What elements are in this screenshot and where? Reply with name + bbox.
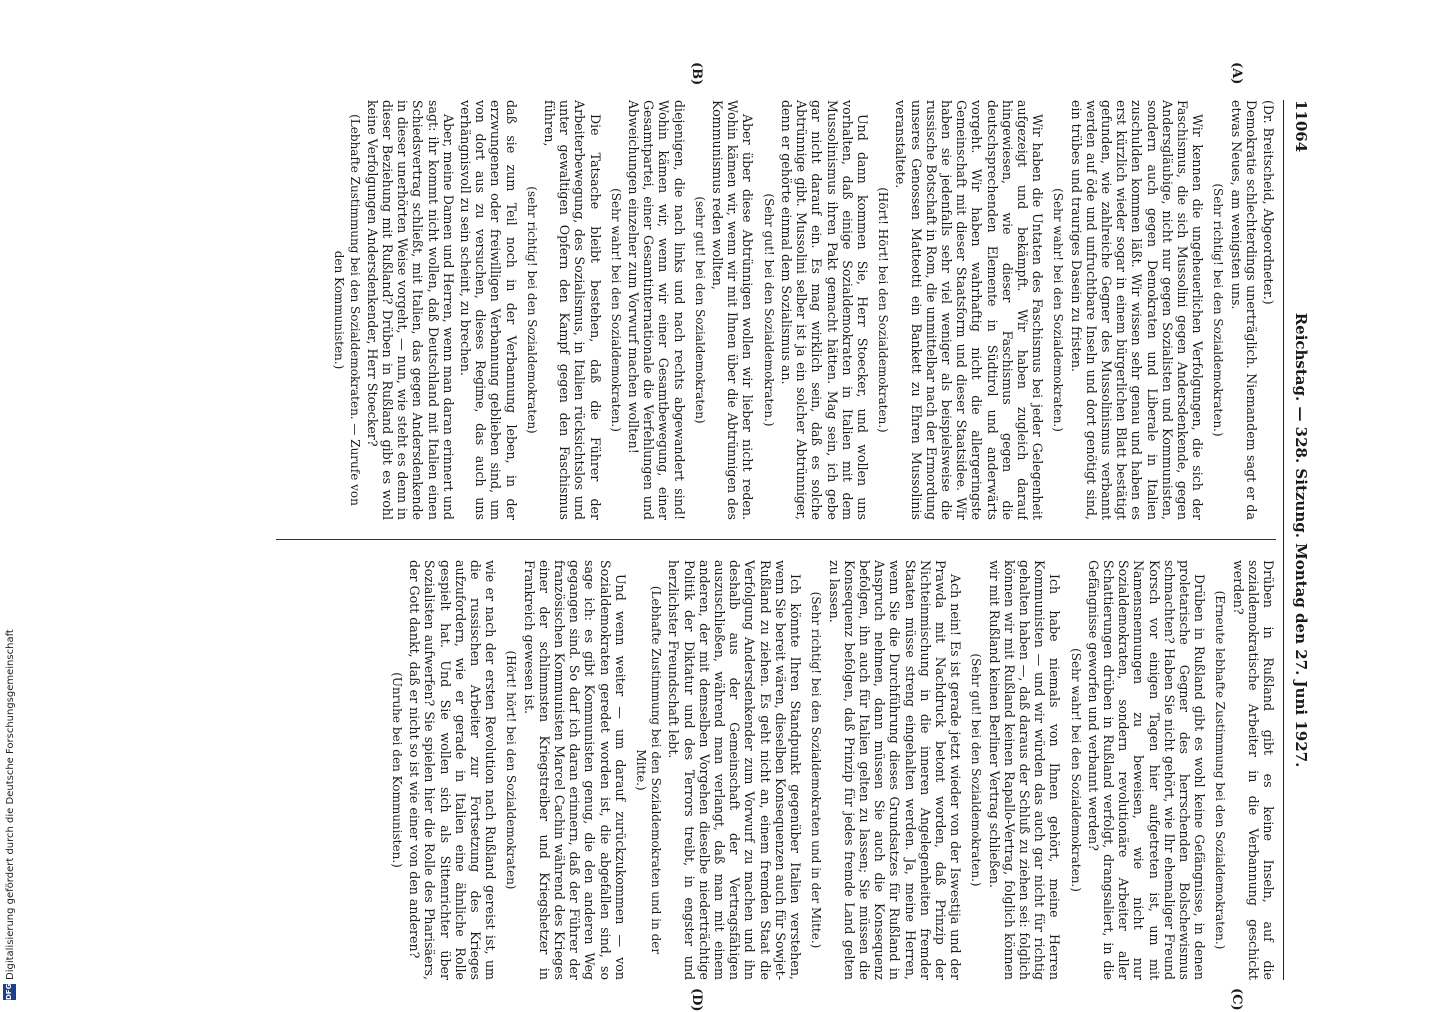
paragraph: Ach nein! Es ist gerade jetzt wieder von der Iswestija und der Prawda mit Nachdruck betont worden, daß Prinzip der Nichteinmischung in die inneren Angelegenheiten fremder Staaten müsse streng eingehalten werden. Ja, meine Herren, wenn Sie die Durchführung dieses Grundsatzes für Rußland in Anspruch nehmen, dann müssen Sie auch die Konsequenz befolgen, ihn auch für Italien gelten zu lassen; Sie müssen die Konsequenz befolgen, daß Prinzip für jedes fremde Land gelten zu lassen. [826, 560, 964, 980]
funding-note: Digitalisierung gefördert durch die Deutsche Forschungsgemeinschaft [5, 629, 16, 980]
page-title: Reichstag. — 328. Sitzung. Montag den 27. Juni 1927. [1292, 312, 1310, 768]
paragraph: daß sie zum Teil noch in der Verbannung leben, in der erzwungenen oder freiwilligen Verbannung geblieben sind, um von dort aus zu versuchen, dieses Regime, das auch uns verhängnisvoll zu sein scheint, zu brechen. [458, 100, 519, 520]
interjection: (Sehr richtig! bei den Sozialdemokraten und in der Mitte.) [809, 591, 824, 949]
page-header [1283, 100, 1314, 980]
paragraph: Die Tatsache bleibt bestehen, daß die Führer der Arbeiterbewegung, des Sozialismus, in Italien rücksichtslos und unter gewaltigen Opfern den Kampf gegen den Faschismus führen, [542, 100, 603, 520]
interjection: (Hört! hört! bei den Sozialdemokraten) [504, 650, 519, 890]
interjection: (Sehr wahr! bei den Sozialdemokraten.) [1068, 648, 1083, 892]
footer-rotated [2, 2, 22, 1002]
paragraph: Wir haben die Untaten des Faschismus bei jeder Gelegenheit aufgezeigt und bekämpft. Wir haben zugleich darauf hingewiesen, wie dieser Faschismus gegen die deutschsprechenden Elemente in Südtirol und anderwärts vorgeht. Wir haben wahrhaftig nicht die allergeringste Gemeinschaft mit dieser Staatsform und dieser Staatsidee. Wir haben sie jedenfalls sehr viel weniger als beispielsweise die russische Botschaft in Rom, die unmittelbar nach der Ermordung unseres Genossen Matteotti ein Bankett zu Ehren Mussolinis veranstaltete. [893, 100, 1046, 520]
interjection: (Sehr gut! bei den Sozialdemokraten.) [761, 193, 776, 427]
paragraph: Aber über diese Abtrünnigen wollen wir lieber nicht reden. Wohin kämen wir, wenn wir mit Ihnen über die Abtrünnigen des Kommunismus reden wollten, [710, 100, 756, 520]
paragraph: Wir kennen die ungeheuerlichen Verfolgungen, die sich der Faschismus, die sich Mussolini gegen Andersdenkende, gegen Andersgläubige, nicht nur gegen Sozialisten und Kommunisten, sondern auch gegen Demokraten und Liberale in Italien zuschulden kommen läßt. Wir wissen sehr genau und haben es erst kürzlich wieder sogar in einem bürgerlichen Blatt bestätigt gefunden, wie zahlreiche Gegner des Mussolinismus verbannt werden auf öde und unfruchtbare Inseln und dort genötigt sind, ein trübes und trauriges Dasein zu fristen. [1068, 100, 1206, 520]
paragraph: Demokratie schlechterdings unerträglich. Niemandem sagt er da etwas Neues, am wenigsten uns. [1228, 100, 1259, 520]
interjection: (Erneute lebhafte Zustimmung bei den Sozialdemokraten.) [1213, 590, 1228, 950]
paragraph: Und wenn weiter — um darauf zurückzukommen — von Sozialdemokraten geredet worden ist, die abgefallen sind, so sage ich: es gibt Kommunisten genug, die den anderen Weg gegangen sind. So darf ich daran erinnern, daß der Führer der französischen Kommunisten Marcel Cachin während des Krieges einer der schlimmsten Kriegstreiber und Kriegshetzer in Frankreich gewesen ist. [521, 560, 628, 980]
margin-letter-a: (A) [1229, 62, 1244, 85]
paragraph: Ich habe niemals von Ihnen gehört, meine Herren Kommunisten — und wir würden das auch gar nicht für richtig gehalten haben —, daß daraus der Schluß zu ziehen sei: folglich können wir mit Rußland keinen Rapallo-Vertrag, folglich können wir mit Rußland keinen Berliner Vertrag schließen. [986, 560, 1063, 980]
paragraph: Drüben in Rußland gibt es wohl keine Gefängnisse, in denen proletarische Gegner des herrschenden Bolschewismus schmachten? Haben Sie nicht gehört, wie Ihr ehemaliger Freund Korsch vor einigen Tagen hier aufgetreten ist, um mit Namensnennungen zu beweisen, wie nicht nur Sozialdemokraten, sondern revolutionäre Arbeiter aller Schattierungen drüben in Rußland verfolgt, drangsaliert, in die Gefängnisse geworfen und verbannt werden? [1085, 560, 1208, 980]
right-column [176, 560, 1276, 980]
speaker-line: (Dr. Breitscheid, Abgeordneter.) [1261, 100, 1276, 305]
left-column [176, 100, 1276, 520]
margin-letter-d: (D) [689, 988, 704, 1012]
interjection: (sehr richtig! bei den Sozialdemokraten) [524, 186, 539, 434]
interjection: (Unruhe bei den Kommunisten.) [390, 672, 405, 868]
margin-letter-b: (B) [689, 62, 704, 86]
paragraph: Aber, meine Damen und Herren, wenn man daran erinnert und sagt: ihr kommt nicht wollen, daß Deutschland mit Italien einen Schiedsvertrag schließt, mit Italien, das gegen Andersdenkende in dieser unerhörten Weise vorgeht, — nun, wie steht es denn in dieser Beziehung mit Rußland? Drüben in Rußland gibt es wohl keine Verfolgungen Andersdenkender, Herr Stoecker? [364, 100, 456, 520]
interjection: (Sehr richtig! bei den Sozialdemokraten.) [1211, 183, 1226, 437]
interjection: (Sehr wahr! bei den Sozialdemokraten.) [608, 188, 623, 432]
newspaper-page [174, 62, 1314, 1012]
paragraph: Ich könnte Ihren Standpunkt gegenüber Italien verstehen, wenn Sie bereit wären, dieselben Konsequenzen auch für Sowjet-Rußland zu ziehen. Es geht nicht an, einem fremden Staat die Verfolgung Andersdenkender zum Vorwurf zu machen und ihn deshalb aus der Gemeinschaft der Vertragsfähigen auszuschließen, während man verlangt, daß man mit einem anderen, der mit demselben Vorgehen dieselbe niederträchtige Politik der Diktatur und des Terrors treibt, in engster und herzlichster Freundschaft lebt. [666, 560, 804, 980]
paragraph: diejenigen, die nach links und nach rechts abgewandert sind! Wohin kämen wir, wenn wir einer Gesamtbewegung, einer Gesamtpartei, einer Gesamtinternationale die Verfehlungen und Abweichungen einzelner zum Vorwurf machen wollten! [626, 100, 687, 520]
interjection: (sehr gut! bei den Sozialdemokraten) [692, 196, 707, 424]
dfg-logo: DFG [3, 984, 16, 1000]
page-number: 11064 [1292, 100, 1310, 153]
interjection: (Lebhafte Zustimmung bei den Sozialdemokraten und in der Mitte.) [634, 585, 664, 955]
interjection: (Sehr wahr! bei den Sozialdemokraten.) [1051, 188, 1066, 432]
paragraph: wie er nach der ersten Revolution nach Rußland gereist ist, um die russischen Arbeiter zur Fortsetzung des Krieges aufzufordern, wie er gerade in Italien eine ähnliche Rolle gespielt hat. Und Sie wollen sich als Sittenrichter über Sozialisten aufwerfen? Sie spielen hier die Rolle des Pharisäers, der Gott dankt, daß er nicht so ist wie einer von den anderen? [407, 560, 499, 980]
interjection: (Lebhafte Zustimmung bei den Sozialdemokraten. — Zurufe von den Kommunisten.) [332, 114, 362, 506]
margin-letter-c: (C) [1229, 988, 1244, 1011]
paragraph: Drüben in Rußland gibt es keine Inseln, auf die sozialdemokratische Arbeiter in die Verbannung geschickt werden? [1230, 560, 1276, 980]
paragraph: Und dann kommen Sie, Herr Stoecker, und wollen uns vorhalten, daß einige Sozialdemokraten in Italien mit dem Mussolinismus ihren Pakt gemacht hätten. Mag sein, ich gebe gar nicht darauf ein. Es mag wirklich sein, daß es solche Abtrünnige gibt. Mussolini selber ist ja ein solcher Abtrünniger, denn er gehörte einmal dem Sozialismus an. [778, 100, 870, 520]
interjection: (Hört! Hört! bei den Sozialdemokraten.) [876, 187, 891, 433]
interjection: (Sehr gut! bei den Sozialdemokraten.) [969, 653, 984, 887]
column-divider [276, 539, 1276, 540]
